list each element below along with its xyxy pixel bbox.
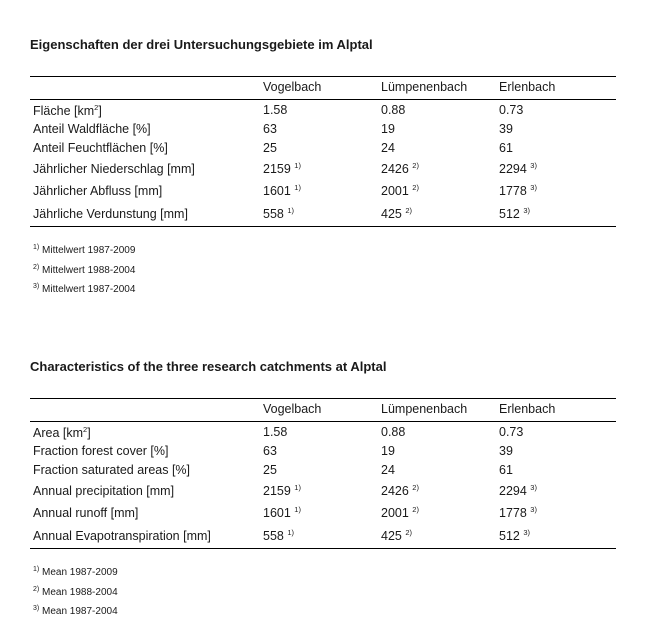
- header-luempenenbach: Lümpenenbach: [381, 399, 499, 422]
- table-row: [30, 180, 616, 202]
- footnote: $^{3)}$ Mean 1987-2004: [33, 605, 118, 617]
- header-vogelbach: Vogelbach: [263, 399, 381, 422]
- cell-value: 2294 $^{3)}$: [499, 482, 537, 498]
- row-label: Annual runoff [mm]: [33, 505, 139, 520]
- cell-value: 558 $^{1)}$: [263, 527, 295, 543]
- cell-value: 24: [381, 141, 395, 155]
- table-row: [30, 202, 616, 227]
- header-luempenenbach: Lümpenenbach: [381, 77, 499, 100]
- cell-value: 2001 $^{2)}$: [381, 182, 419, 198]
- cell-value: 2426 $^{2)}$: [381, 482, 419, 498]
- table-header-row: [30, 399, 616, 422]
- cell-value: 1778 $^{3)}$: [499, 504, 537, 520]
- cell-value: 25: [263, 463, 277, 477]
- cell-value: 61: [499, 141, 513, 155]
- table-row: [30, 422, 616, 442]
- row-label: Jährlicher Niederschlag [mm]: [33, 161, 195, 176]
- cell-value: 1601 $^{1)}$: [263, 182, 301, 198]
- english-footnotes: [33, 563, 618, 622]
- german-footnotes: [33, 241, 618, 300]
- german-section: [30, 37, 618, 300]
- table-row: [30, 524, 616, 549]
- row-label: Jährlicher Abfluss [mm]: [33, 183, 163, 198]
- row-label: Fraction forest cover [%]: [33, 444, 169, 458]
- cell-value: 425 $^{2)}$: [381, 527, 413, 543]
- table-row: [30, 139, 616, 158]
- cell-value: 63: [263, 122, 277, 136]
- cell-value: 425 $^{2)}$: [381, 205, 413, 221]
- cell-value: 512 $^{3)}$: [499, 205, 531, 221]
- cell-value: 2159 $^{1)}$: [263, 160, 301, 176]
- cell-value: 558 $^{1)}$: [263, 205, 295, 221]
- row-label: Annual precipitation [mm]: [33, 483, 175, 498]
- table-header-row: [30, 77, 616, 100]
- german-table-title: Eigenschaften der drei Untersuchungsgebiete im Alptal: [30, 37, 373, 52]
- english-table-title: Characteristics of the three research catchments at Alptal: [30, 359, 387, 374]
- table-row: [30, 461, 616, 480]
- english-table: [30, 398, 616, 549]
- cell-value: 0.88: [381, 424, 406, 439]
- table-row: [30, 502, 616, 524]
- cell-value: 39: [499, 122, 513, 136]
- row-label: Fraction saturated areas [%]: [33, 463, 191, 477]
- cell-value: 2426 $^{2)}$: [381, 160, 419, 176]
- header-empty: [30, 399, 263, 422]
- table-row: [30, 100, 616, 120]
- english-section: [30, 359, 618, 622]
- row-label: Anteil Feuchtflächen [%]: [33, 141, 168, 155]
- footnote: $^{1)}$ Mittelwert 1987-2009: [33, 244, 136, 256]
- row-label: Area $[km^2]$: [33, 425, 91, 441]
- cell-value: 1778 $^{3)}$: [499, 182, 537, 198]
- cell-value: 1.58: [263, 102, 288, 117]
- cell-value: 19: [381, 122, 395, 136]
- footnote: $^{2)}$ Mean 1988-2004: [33, 585, 118, 598]
- row-label: Jährliche Verdunstung [mm]: [33, 206, 188, 221]
- cell-value: 0.73: [499, 424, 524, 439]
- footnote: $^{2)}$ Mittelwert 1988-2004: [33, 263, 136, 276]
- cell-value: 2294 $^{3)}$: [499, 160, 537, 176]
- header-empty: [30, 77, 263, 100]
- table-row: [30, 442, 616, 461]
- cell-value: 1601 $^{1)}$: [263, 504, 301, 520]
- cell-value: 39: [499, 444, 513, 458]
- cell-value: 0.88: [381, 102, 406, 117]
- header-erlenbach: Erlenbach: [499, 77, 616, 100]
- cell-value: 2159 $^{1)}$: [263, 482, 301, 498]
- cell-value: 512 $^{3)}$: [499, 527, 531, 543]
- footnote: $^{1)}$ Mean 1987-2009: [33, 566, 118, 578]
- header-vogelbach: Vogelbach: [263, 77, 381, 100]
- cell-value: 2001 $^{2)}$: [381, 504, 419, 520]
- cell-value: 25: [263, 141, 277, 155]
- table-row: [30, 158, 616, 180]
- german-table: [30, 76, 616, 227]
- header-erlenbach: Erlenbach: [499, 399, 616, 422]
- cell-value: 0.73: [499, 102, 524, 117]
- cell-value: 61: [499, 463, 513, 477]
- footnote: $^{3)}$ Mittelwert 1987-2004: [33, 283, 136, 295]
- cell-value: 63: [263, 444, 277, 458]
- table-row: [30, 480, 616, 502]
- cell-value: 1.58: [263, 424, 288, 439]
- cell-value: 24: [381, 463, 395, 477]
- row-label: Fläche $[km^2]$: [33, 103, 102, 119]
- row-label: Anteil Waldfläche [%]: [33, 122, 151, 136]
- cell-value: 19: [381, 444, 395, 458]
- row-label: Annual Evapotranspiration [mm]: [33, 528, 211, 543]
- table-row: [30, 120, 616, 139]
